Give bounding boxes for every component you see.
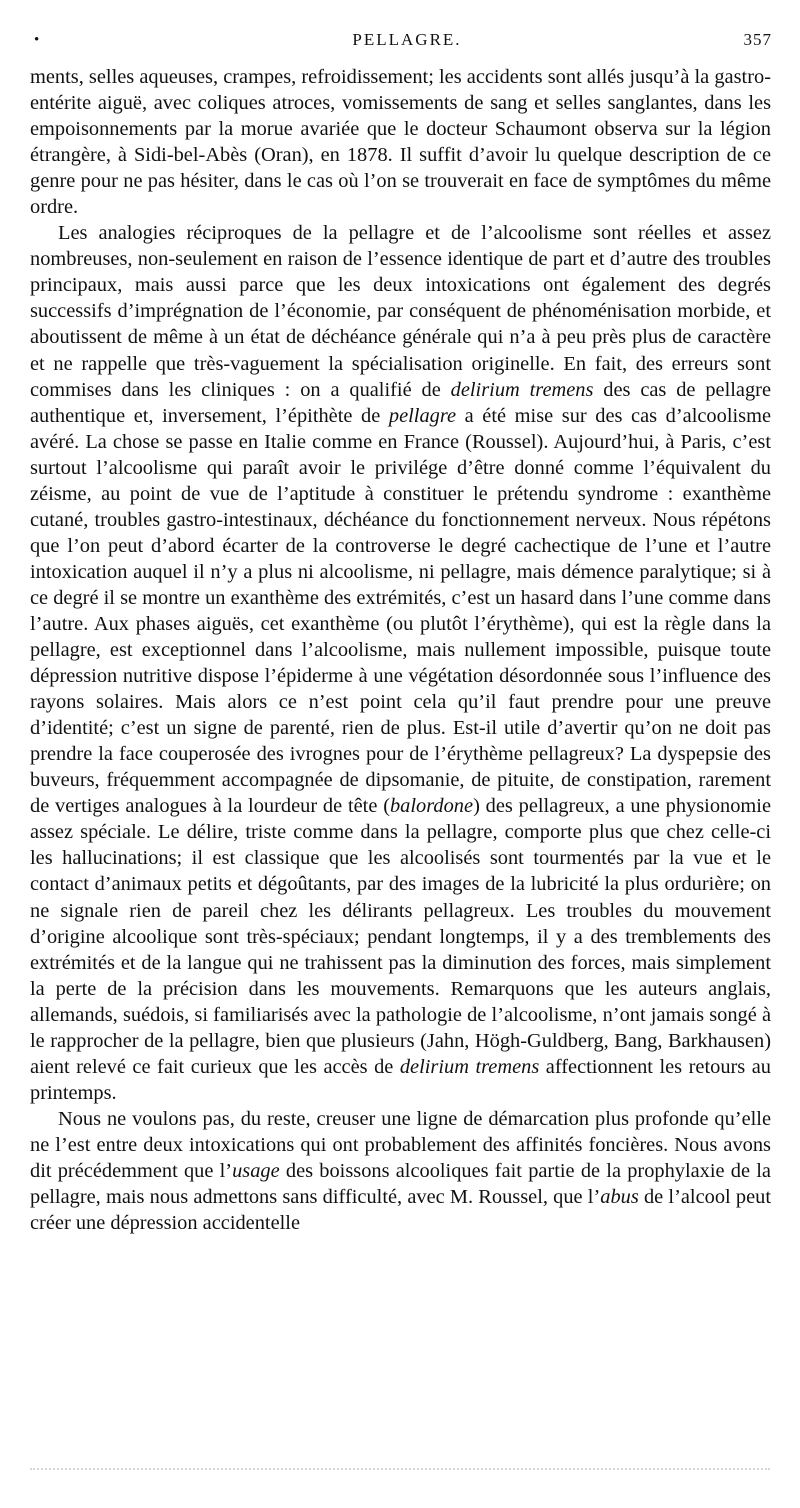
text-run: Nous ne voulons pas, du reste, creuser une ligne de démarcation plus profonde qu’elle ne l’est entre deux intoxications qui ont probablement des affinités foncières. Nous avons dit précédemment que l’ (30, 1107, 771, 1182)
italic-term: balordone (389, 795, 474, 818)
text-run: de l’alcool peut créer une dépression accidentelle (30, 1186, 772, 1235)
text-run: Les analogies réciproques de la pellagre et de l’alcoolisme sont réelles et assez nombreuses, non-seulement en raison de l’essence identique de part et d’autre des troubles principaux, mais aussi parce que les deux intoxications ont également des degrés successifs d’imprégnation de l’économie, par conséquent de phénoménisation morbide, et aboutissent de même à un état de déchéance générale qui n’a à peu près plus de caractère et ne rappelle que très-vaguement la spécialisation originelle. En fait, des erreurs sont commises dans les cliniques : on a qualifié de (30, 222, 771, 401)
italic-term: delirium tremens (450, 378, 594, 401)
running-header (34, 30, 780, 60)
running-title: PELLAGRE. (352, 30, 462, 49)
italic-term: usage (232, 1159, 280, 1182)
text-run: des boissons alcooliques fait partie de la prophylaxie de la pellagre, mais nous admettons sans difficulté, avec M. Roussel, que l’ (30, 1159, 771, 1209)
paragraph (30, 1106, 771, 1236)
italic-term: delirium tremens (399, 1055, 540, 1078)
body-text (30, 64, 771, 1236)
scan-footer-noise (30, 1468, 770, 1480)
text-run: a été mise sur des cas d’alcoolisme avéré. La chose se passe en Italie comme en France (Roussel). Aujourd’hui, à Paris, c’est surtout l’alcoolisme qui paraît avoir le privilége d’être donné comme l’équivalent du zéisme, au point de vue de l’aptitude à constituer le prétendu syndrome : exanthème cutané, troubles gastro-intestinaux, déchéance du fonctionnement nerveux. Nous répétons que l’on peut d’abord écarter de la controverse le degré cachectique de l’une et l’autre intoxication auquel il n’y a plus ni alcoolisme, ni pellagre, mais démence paralytique; si à ce degré il se montre un exanthème des extrémités, c’est un hasard dans l’une comme dans l’autre. Aux phases aiguës, cet exanthème (ou plutôt l’érythème), qui est la règle dans la pellagre, est exceptionnel dans l’alcoolisme, mais nullement impossible, puisque toute dépression nutritive dispose l’épiderme à une végétation désordonnée sous l’influence des rayons solaires. Mais alors ce n’est point cela qu’il faut prendre pour une preuve d’identité; c’est un signe de parenté, rien de plus. Est-il utile d’avertir qu’on ne doit pas prendre la face couperosée des ivrognes pour de l’érythème pellagreux? La dyspepsie des buveurs, fréquemment accompagnée de dipsomanie, de pituite, de constipation, rarement de vertiges analogues à la lourdeur de tête ( (30, 404, 771, 818)
italic-term: abus (600, 1186, 639, 1209)
margin-mark: • (34, 32, 40, 48)
text-run: des cas de pellagre authentique et, inversement, l’épithète de (30, 378, 771, 427)
text-run: ) des pellagreux, a une physionomie assez spéciale. Le délire, triste comme dans la pellagre, comporte plus que chez celle-ci les hallucinations; il est classique que les alcoolisés sont tourmentés par la vue et le contact d’animaux petits et dégoûtants, par des images de la lubricité la plus ordurière; on ne signale rien de pareil chez les délirants pellagreux. Les troubles du mouvement d’origine alcoolique sont très-spéciaux; pendant longtemps, il y a des tremblements des extrémités et de la langue qui ne trahissent pas la diminution des forces, mais simplement la perte de la précision dans les mouvements. Remarquons que les auteurs anglais, allemands, suédois, si familiarisés avec la pathologie de l’alcoolisme, n’ont jamais songé à le rapprocher de la pellagre, bien que plusieurs (Jahn, Högh-Guldberg, Bang, Barkhausen) aient relevé ce fait curieux que les accès de (30, 795, 771, 1078)
paragraph (30, 220, 771, 1106)
page-number: 357 (743, 30, 772, 49)
text-run: affectionnent les retours au printemps. (30, 1055, 771, 1104)
text-run: ments, selles aqueuses, crampes, refroidissement; les accidents sont allés jusqu’à la gastro-entérite aiguë, avec coliques atroces, vomissements de sang et selles sanglantes, dans les empoisonnements par la morue avariée que le docteur Schaumont observa sur la légion étrangère, à Sidi-bel-Abès (Oran), en 1878. Il suffit d’avoir lu quelque description de ce genre pour ne pas hésiter, dans le cas où l’on se trouverait en face de symptômes du même ordre. (30, 66, 771, 219)
italic-term: pellagre (388, 404, 457, 427)
paragraph (30, 64, 771, 220)
